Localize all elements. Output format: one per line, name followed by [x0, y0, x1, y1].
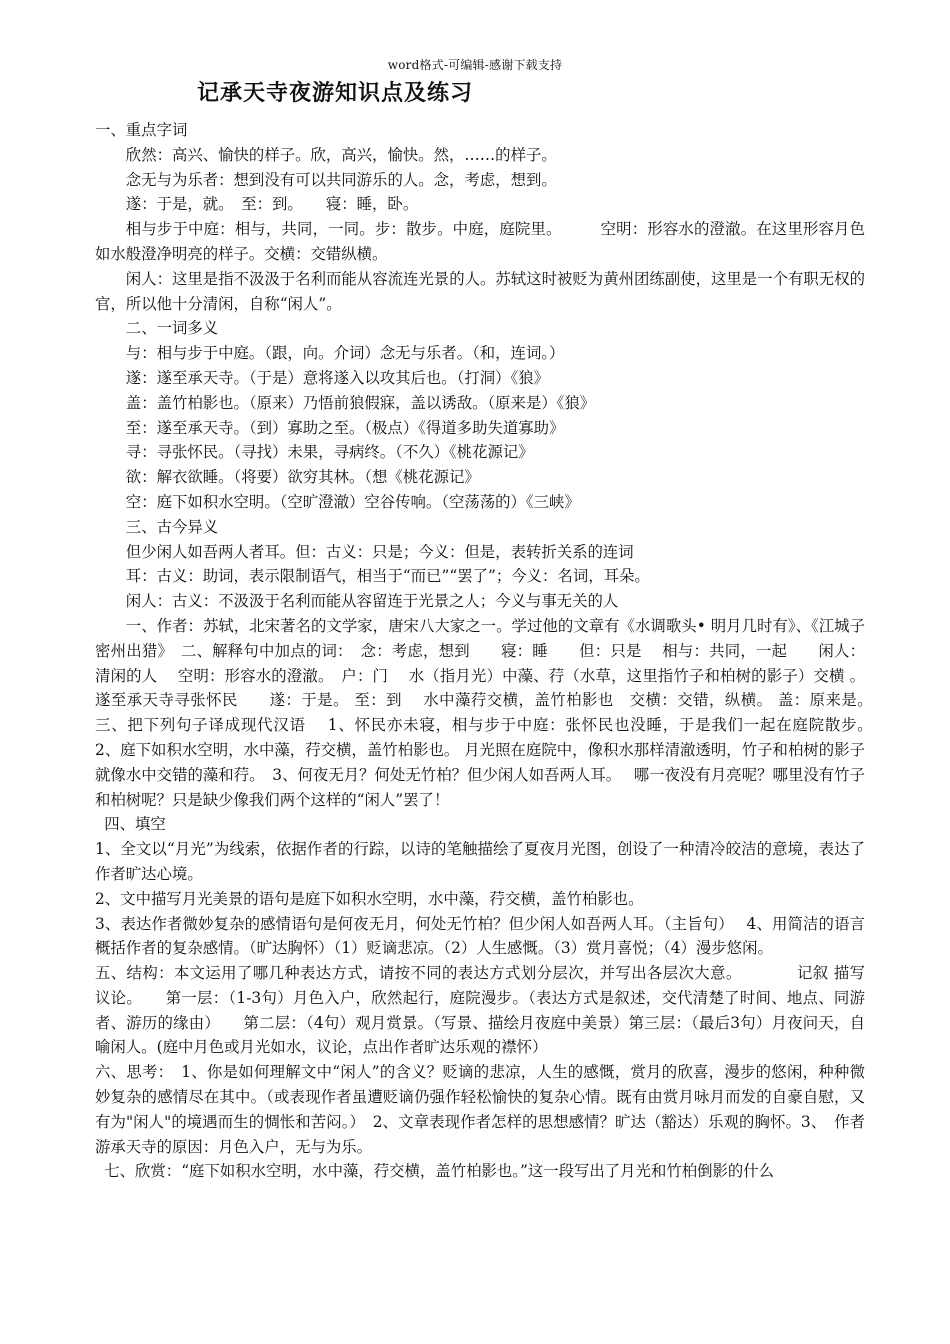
body-paragraph: 2、文中描写月光美景的语句是庭下如积水空明，水中藻，荇交横，盖竹柏影也。: [95, 889, 644, 908]
body-paragraph: 五、结构：本文运用了哪几种表达方式，请按不同的表达方式划分层次，并写出各层次大意。 记叙 描写 议论。 第一层：（1-3句）月色入户，欣然起行，庭院漫步。（表达方式是叙述，交代清楚了时间、地点、同游者、游历的缘由） 第二层：（4句）观月赏景。（写景、描绘月夜庭中美景）第三层：（最后3句）月夜问天，自喻闲人。(庭中月色或月光如水，议论，点出作者旷达乐观的襟怀）: [95, 964, 865, 1057]
body-paragraph: 耳：古义：助词，表示限制语气，相当于“而已”“罢了”；今义：名词，耳朵。: [125, 567, 650, 586]
body-paragraph: 寻：寻张怀民。（寻找）未果，寻病终。（不久）《桃花源记》: [125, 443, 534, 462]
body-paragraph: 一、作者：苏轼，北宋著名的文学家，唐宋八大家之一。学过他的文章有《水调歌头• 明月几时有》、《江城子 密州出猎》 二、解释句中加点的词： 念：考虑，想到 寝：睡 但：只是 相与：共同，一起 闲人：清闲的人 空明：形容水的澄澈。 户：门 水（指月光）中藻、荇（水草，这里指竹子和柏树的影子）交横 。遂至承天寺寻张怀民 遂：于是。 至：到 水中藻荇交横，盖竹柏影也 交横：交错，纵横。 盖：原来是。 三、把下列句子译成现代汉语 1、怀民亦未寝，相与步于中庭：张怀民也没睡，于是我们一起在庭院散步。 2、庭下如积水空明，水中藻，荇交横，盖竹柏影也。 月光照在庭院中，像积水那样清澈透明，竹子和柏树的影子就像水中交错的藻和荇。 3、何夜无月？何处无竹柏？但少闲人如吾两人耳。 哪一夜没有月亮呢？哪里没有竹子和柏树呢？只是缺少像我们两个这样的“闲人”罢了！: [95, 616, 886, 809]
document-body: [95, 118, 886, 1184]
body-paragraph: 1、全文以“月光”为线索，依据作者的行踪，以诗的笔触描绘了夏夜月光图，创设了一种清冷皎洁的意境，表达了作者旷达心境。: [95, 840, 865, 883]
header-note: word格式-可编辑-感谢下载支持: [387, 58, 563, 72]
body-paragraph: 七、欣赏：“庭下如积水空明，水中藻，荇交横，盖竹柏影也。”这一段写出了月光和竹柏倒影的什么: [104, 1162, 775, 1181]
section-heading: 一、重点字词: [95, 121, 188, 139]
body-paragraph: 遂：于是，就。 至：到。 寝：睡，卧。: [125, 195, 419, 214]
body-paragraph: 至：遂至承天寺。（到）寡助之至。（极点）《得道多助失道寡助》: [125, 418, 565, 437]
body-paragraph: 遂：遂至承天寺。（于是）意将遂入以攻其后也。（打洞）《狼》: [125, 368, 550, 387]
body-paragraph: 闲人：古义：不汲汲于名利而能从容留连于光景之人；今义与事无关的人: [125, 592, 619, 611]
body-paragraph: 欣然：高兴、愉快的样子。欣，高兴，愉快。然，……的样子。: [125, 145, 557, 164]
section-heading: 四、填空: [104, 815, 166, 834]
body-paragraph: 六、思考： 1、你是如何理解文中“闲人”的含义？贬谪的悲凉，人生的感慨，赏月的欣喜，漫步的悠闲，种种微妙复杂的感情尽在其中。（或表现作者虽遭贬谪仍强作轻松愉快的复杂心情。既有由赏月咏月而发的自豪自慰，又有为"闲人"的境遇而生的惆怅和苦闷。） 2、文章表现作者怎样的思想感情？旷达（豁达）乐观的胸怀。3、 作者游承天寺的原因：月色入户，无与为乐。: [95, 1063, 865, 1156]
body-paragraph: 与：相与步于中庭。（跟，向。介词）念无与乐者。（和，连词。）: [125, 344, 565, 363]
body-paragraph: 但少闲人如吾两人者耳。但：古义：只是；今义：但是，表转折关系的连词: [125, 542, 634, 561]
section-heading: 二、一词多义: [125, 319, 219, 338]
body-paragraph: 相与步于中庭：相与，共同，一同。步：散步。中庭，庭院里。 空明：形容水的澄澈。在这里形容月色如水般澄净明亮的样子。交横：交错纵横。: [95, 220, 865, 263]
section-heading: 三、古今异义: [125, 517, 219, 536]
body-paragraph: 空：庭下如积水空明。（空旷澄澈）空谷传响。（空荡荡的）《三峡》: [125, 492, 580, 511]
body-paragraph: 闲人：这里是指不汲汲于名利而能从容流连光景的人。苏轼这时被贬为黄州团练副使，这里是一个有职无权的官，所以他十分清闲，自称“闲人”。: [95, 269, 865, 313]
body-paragraph: 欲：解衣欲睡。（将要）欲穷其林。（想《桃花源记》: [125, 468, 480, 487]
body-paragraph: 念无与为乐者：想到没有可以共同游乐的人。念，考虑，想到。: [125, 170, 557, 189]
body-paragraph: 盖：盖竹柏影也。（原来）乃悟前狼假寐，盖以诱敌。（原来是）《狼》: [125, 393, 596, 412]
document-title: 记承天寺夜游知识点及练习: [197, 81, 474, 106]
body-paragraph: 3、表达作者微妙复杂的感情语句是何夜无月，何处无竹柏？但少闲人如吾两人耳。（主旨句） 4、用简洁的语言概括作者的复杂感情。（旷达胸怀）（1）贬谪悲凉。（2）人生感慨。（3）赏月喜悦；（4）漫步悠闲。: [95, 914, 865, 958]
